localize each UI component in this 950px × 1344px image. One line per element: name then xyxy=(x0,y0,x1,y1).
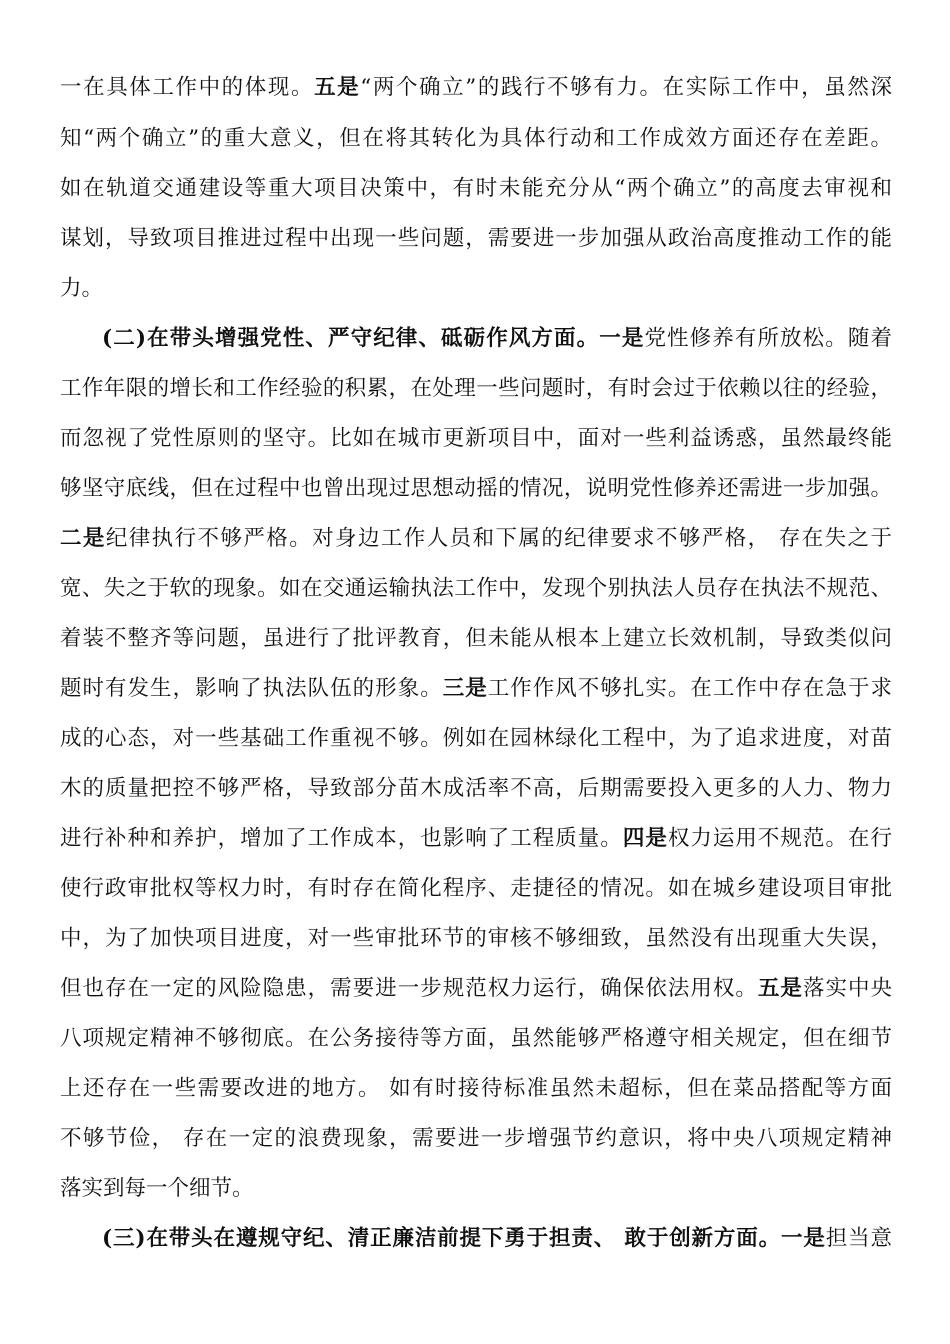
text-run: 着装不整齐等问题，虽进行了批评教育，但未能从根本上建立长效机制，导致类似问 xyxy=(60,626,892,651)
text-run: 进行补种和养护，增加了工作成本，也影响了工程质量。 xyxy=(60,826,623,851)
text-line xyxy=(60,73,892,103)
bold-run: 五是 xyxy=(757,976,803,1001)
text-run: 成的心态，对一些基础工作重视不够。例如在园林绿化工程中，为了追求进度，对苗 xyxy=(60,726,892,751)
text-run: 不够节俭， 存在一定的浪费现象，需要进一步增强节约意识，将中央八项规定精神 xyxy=(60,1126,892,1151)
bold-run: (三)在带头在遵规守纪、清正廉洁前提下勇于担责、 敢于创新方面。一是 xyxy=(102,1226,826,1251)
text-run: 工作年限的增长和工作经验的积累，在处理一些问题时，有时会过于依赖以往的经验， xyxy=(60,376,892,401)
text-line xyxy=(60,924,892,954)
text-run: 木的质量把控不够严格，导致部分苗木成活率不高，后期需要投入更多的人力、物力 xyxy=(60,776,892,801)
text-run: 落实中央 xyxy=(802,976,892,1001)
text-run: “两个确立”的践行不够有力。在实际工作中，虽然深 xyxy=(360,75,892,100)
text-line xyxy=(60,574,892,604)
text-line xyxy=(60,424,892,454)
text-line xyxy=(60,1124,892,1154)
text-run: 但也存在一定的风险隐患，需要进一步规范权力运行，确保依法用权。 xyxy=(60,976,758,1001)
text-run: 如在轨道交通建设等重大项目决策中，有时未能充分从“两个确立”的高度去审视和 xyxy=(60,176,892,201)
text-line xyxy=(60,774,892,804)
text-run: 上还存在一些需要改进的地方。 如有时接待标准虽然未超标，但在菜品搭配等方面 xyxy=(60,1076,892,1101)
text-line xyxy=(60,124,892,154)
text-line xyxy=(60,224,892,254)
text-line xyxy=(60,1024,892,1054)
bold-run: 三是 xyxy=(442,676,488,701)
text-run: 谋划，导致项目推进过程中出现一些问题，需要进一步加强从政治高度推动工作的能 xyxy=(60,226,892,251)
text-run: 知“两个确立”的重大意义，但在将其转化为具体行动和工作成效方面还存在差距。 xyxy=(60,126,892,151)
bold-run: 四是 xyxy=(622,826,668,851)
bold-run: 五是 xyxy=(314,75,361,100)
text-line xyxy=(60,824,892,854)
text-line xyxy=(60,674,892,704)
text-run: 党性修养有所放松。随着 xyxy=(644,326,892,351)
text-run: 权力运用不规范。在行 xyxy=(667,826,892,851)
text-line xyxy=(60,374,892,404)
text-line xyxy=(60,874,892,904)
text-run: 力。 xyxy=(60,276,104,301)
text-line xyxy=(60,724,892,754)
text-run: 而忽视了党性原则的坚守。比如在城市更新项目中，面对一些利益诱惑，虽然最终能 xyxy=(60,426,892,451)
section-heading-3 xyxy=(102,1224,892,1254)
text-run: 八项规定精神不够彻底。在公务接待等方面，虽然能够严格遵守相关规定，但在细节 xyxy=(60,1026,892,1051)
bold-run: 二是 xyxy=(60,526,106,551)
text-line xyxy=(60,274,892,304)
text-line xyxy=(60,174,892,204)
text-run: 题时有发生，影响了执法队伍的形象。 xyxy=(60,676,443,701)
text-run: 够坚守底线，但在过程中也曾出现过思想动摇的情况，说明党性修养还需进一步加强。 xyxy=(60,476,892,501)
bold-run: (二)在带头增强党性、严守纪律、砥砺作风方面。一是 xyxy=(102,326,645,351)
text-run: 一在具体工作中的体现。 xyxy=(60,75,315,100)
text-run: 落实到每一个细节。 xyxy=(60,1176,254,1201)
text-line xyxy=(60,524,892,554)
text-run: 工作作风不够扎实。在工作中存在急于求 xyxy=(487,676,892,701)
text-line xyxy=(60,1074,892,1104)
text-run: 宽、失之于软的现象。如在交通运输执法工作中，发现个别执法人员存在执法不规范、 xyxy=(60,576,892,601)
text-run: 纪律执行不够严格。对身边工作人员和下属的纪律要求不够严格， 存在失之于 xyxy=(105,526,892,551)
text-line xyxy=(60,1174,892,1204)
text-line xyxy=(60,474,892,504)
text-run: 中，为了加快项目进度，对一些审批环节的审核不够细致，虽然没有出现重大失误， xyxy=(60,926,892,951)
text-line xyxy=(60,624,892,654)
section-heading-2 xyxy=(102,324,892,354)
text-run: 担当意 xyxy=(825,1226,892,1251)
text-run: 使行政审批权等权力时，有时存在简化程序、走捷径的情况。如在城乡建设项目审批 xyxy=(60,876,892,901)
text-line xyxy=(60,974,892,1004)
